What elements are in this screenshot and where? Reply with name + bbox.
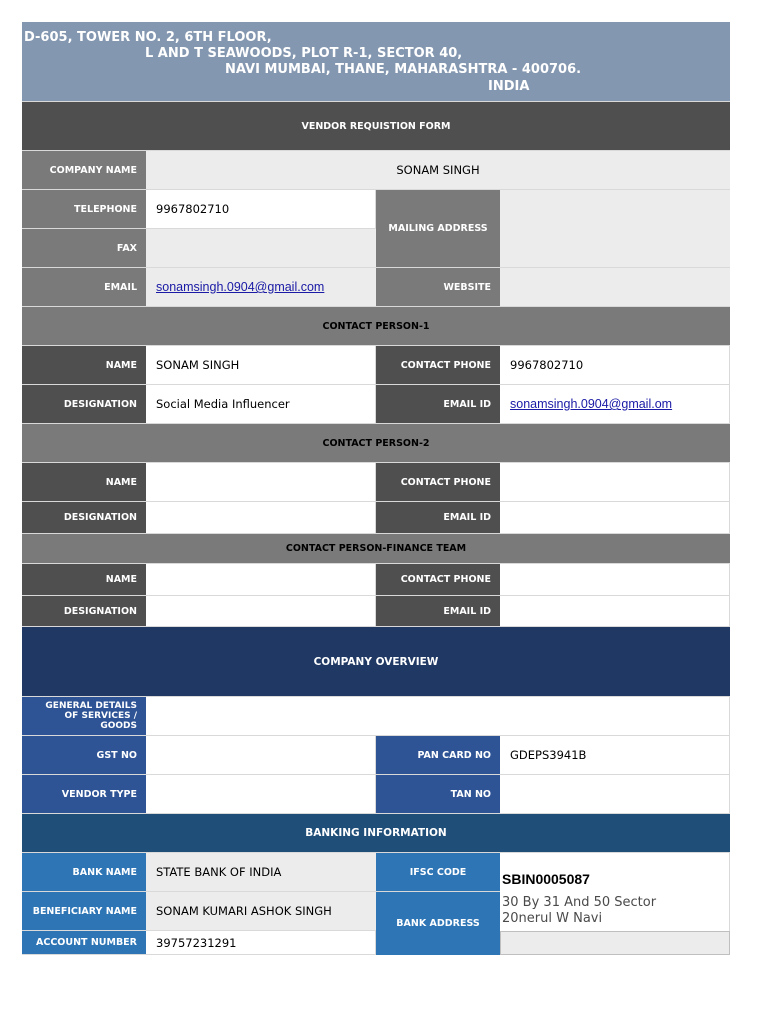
contact-block — [22, 190, 730, 268]
gst-label: GST NO — [22, 736, 146, 774]
contact2-email-label: EMAIL ID — [376, 502, 500, 533]
vendor-type-row — [22, 775, 730, 814]
address-line-2: L AND T SEAWOODS, PLOT R-1, SECTOR 40, — [145, 46, 463, 61]
bank-address-extra-field[interactable] — [500, 931, 730, 955]
fax-row — [22, 229, 376, 268]
contact2-header-row — [22, 424, 730, 463]
account-label: ACCOUNT NUMBER — [22, 931, 146, 954]
general-details-row — [22, 697, 730, 736]
form-title-row — [22, 102, 730, 151]
contact2-designation-field[interactable] — [146, 502, 376, 533]
bank-address-field[interactable] — [500, 891, 730, 931]
website-field[interactable] — [500, 268, 730, 306]
contact2-name-label: NAME — [22, 463, 146, 501]
finance-header-row — [22, 534, 730, 564]
company-name-row — [22, 151, 730, 190]
contact1-email-field[interactable] — [500, 385, 730, 423]
pan-field[interactable]: GDEPS3941B — [500, 736, 730, 774]
contact1-email-label: EMAIL ID — [376, 385, 500, 423]
email-link[interactable]: sonamsingh.0904@gmail.com — [156, 280, 325, 294]
contact1-header-row — [22, 307, 730, 346]
finance-name-field[interactable] — [146, 564, 376, 595]
contact2-title: CONTACT PERSON-2 — [22, 424, 730, 462]
contact2-email-field[interactable] — [500, 502, 730, 533]
finance-designation-row — [22, 596, 730, 627]
bank-address-label: BANK ADDRESS — [376, 892, 500, 955]
telephone-field[interactable]: 9967802710 — [146, 190, 376, 228]
vendor-type-field[interactable] — [146, 775, 376, 813]
address-header — [22, 22, 730, 102]
fax-label: FAX — [22, 229, 146, 267]
ifsc-label: IFSC CODE — [376, 853, 500, 891]
gst-field[interactable] — [146, 736, 376, 774]
bank-name-label: BANK NAME — [22, 853, 146, 891]
beneficiary-field[interactable]: SONAM KUMARI ASHOK SINGH — [146, 892, 376, 930]
mailing-address-field[interactable] — [500, 190, 730, 268]
contact1-title: CONTACT PERSON-1 — [22, 307, 730, 345]
general-details-field[interactable] — [146, 697, 730, 735]
overview-header-row — [22, 627, 730, 697]
vendor-type-label: VENDOR TYPE — [22, 775, 146, 813]
banking-block — [22, 853, 730, 955]
telephone-label: TELEPHONE — [22, 190, 146, 228]
contact1-designation-field[interactable]: Social Media Influencer — [146, 385, 376, 423]
general-details-label-line-3: GOODS — [100, 721, 137, 731]
telephone-row — [22, 190, 376, 229]
contact2-phone-field[interactable] — [500, 463, 730, 501]
contact2-designation-row — [22, 502, 730, 534]
fax-field[interactable] — [146, 229, 376, 267]
beneficiary-label: BENEFICIARY NAME — [22, 892, 146, 930]
mailing-address-label: MAILING ADDRESS — [376, 190, 500, 268]
account-field[interactable]: 39757231291 — [146, 931, 376, 954]
contact1-name-field[interactable]: SONAM SINGH — [146, 346, 376, 384]
website-label: WEBSITE — [376, 268, 500, 306]
beneficiary-row — [22, 892, 376, 931]
finance-email-field[interactable] — [500, 596, 730, 626]
bank-address-line-1: 30 By 31 And 50 Sector — [502, 895, 657, 910]
gst-row — [22, 736, 730, 775]
contact1-name-label: NAME — [22, 346, 146, 384]
contact2-name-row — [22, 463, 730, 502]
contact2-phone-label: CONTACT PHONE — [376, 463, 500, 501]
bank-name-field[interactable]: STATE BANK OF INDIA — [146, 853, 376, 891]
contact1-designation-row — [22, 385, 730, 424]
account-row — [22, 931, 376, 955]
general-details-label — [22, 697, 146, 735]
contact1-phone-label: CONTACT PHONE — [376, 346, 500, 384]
address-line-4: INDIA — [488, 79, 530, 94]
contact1-name-row — [22, 346, 730, 385]
company-name-field[interactable]: SONAM SINGH — [146, 151, 730, 189]
tan-field[interactable] — [500, 775, 730, 813]
email-row — [22, 268, 730, 307]
overview-title: COMPANY OVERVIEW — [22, 627, 730, 696]
contact2-designation-label: DESIGNATION — [22, 502, 146, 533]
banking-title: BANKING INFORMATION — [22, 814, 730, 852]
tan-label: TAN NO — [376, 775, 500, 813]
email-label: EMAIL — [22, 268, 146, 306]
banking-header-row — [22, 814, 730, 853]
contact1-phone-field[interactable]: 9967802710 — [500, 346, 730, 384]
finance-designation-field[interactable] — [146, 596, 376, 626]
contact1-email-link[interactable]: sonamsingh.0904@gmail.om — [510, 397, 673, 411]
bank-address-line-2: 20nerul W Navi — [502, 911, 603, 926]
form-title: VENDOR REQUISTION FORM — [22, 102, 730, 150]
general-details-label-line-1: GENERAL DETAILS — [45, 701, 137, 711]
vendor-requisition-form — [22, 22, 730, 955]
finance-title: CONTACT PERSON-FINANCE TEAM — [22, 534, 730, 563]
finance-email-label: EMAIL ID — [376, 596, 500, 626]
finance-designation-label: DESIGNATION — [22, 596, 146, 626]
email-field[interactable] — [146, 268, 376, 306]
pan-label: PAN CARD NO — [376, 736, 500, 774]
ifsc-field[interactable]: SBIN0005087 — [500, 853, 730, 891]
address-line-3: NAVI MUMBAI, THANE, MAHARASHTRA - 400706. — [225, 62, 582, 77]
contact1-designation-label: DESIGNATION — [22, 385, 146, 423]
general-details-label-line-2: OF SERVICES / — [64, 711, 137, 721]
company-name-label: COMPANY NAME — [22, 151, 146, 189]
finance-phone-label: CONTACT PHONE — [376, 564, 500, 595]
finance-name-label: NAME — [22, 564, 146, 595]
address-line-1: D-605, TOWER NO. 2, 6TH FLOOR, — [24, 30, 272, 45]
contact2-name-field[interactable] — [146, 463, 376, 501]
finance-phone-field[interactable] — [500, 564, 730, 595]
bank-name-row — [22, 853, 730, 892]
finance-name-row — [22, 564, 730, 596]
